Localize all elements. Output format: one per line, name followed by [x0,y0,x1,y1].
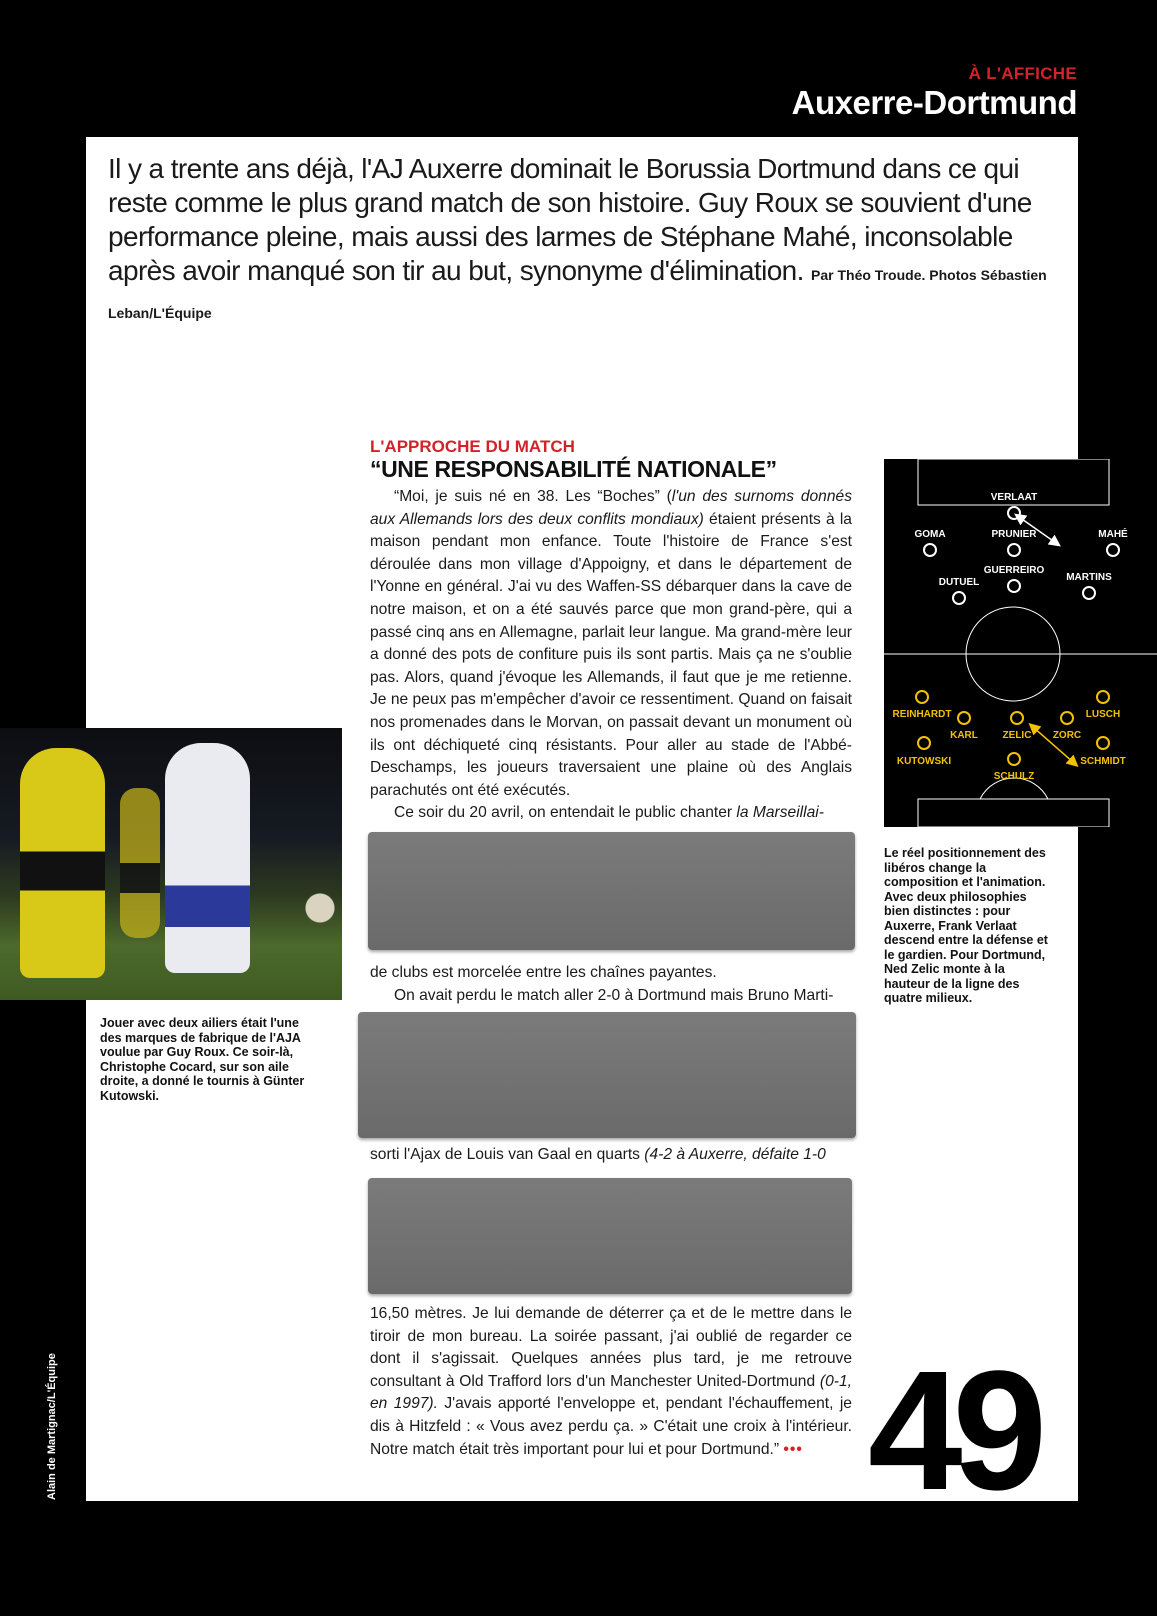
dortmund-player-marker [1097,737,1109,749]
text-run: sorti l'Ajax de Louis van Gaal en quarts [370,1146,645,1163]
dortmund-player-label: SCHMIDT [1080,756,1126,767]
dortmund-player-marker [1008,753,1020,765]
dortmund-player-marker [958,712,970,724]
auxerre-player-label: VERLAAT [990,492,1038,503]
diagram-caption: Le réel positionnement des libéros change la composition et l'animation. Avec deux philosophies bien distinctes : pour Auxerre, Frank Verlaat descend entre la défense et le gardien. Pour Dortmund, Ned Zelic monte à la hauteur de la ligne des quatre milieux. [884,846,1048,1005]
dortmund-player-label: LUSCH [1085,709,1121,720]
auxerre-player-marker [953,592,965,604]
redaction-block [368,832,855,950]
article-paragraph-3-start: On avait perdu le match aller 2-0 à Dortmund mais Bruno Marti- [394,987,834,1004]
auxerre-player-marker [1107,544,1119,556]
article-paragraph-2-start [370,802,852,825]
redaction-block [368,1178,852,1294]
auxerre-player-label: MAHÉ [1098,529,1128,540]
redaction-block [358,1012,856,1138]
auxerre-player-label: GOMA [914,529,946,540]
auxerre-player-marker [924,544,936,556]
dortmund-players [893,691,1126,782]
text-run-italic: l'un des surnoms donnés aux Allemands lors des deux conflits mondiaux) [370,488,852,528]
dortmund-player-marker [916,691,928,703]
dortmund-player-marker [1097,691,1109,703]
auxerre-player-label: MARTINS [1066,572,1112,583]
match-photo [0,728,342,1000]
auxerre-player-label: GUERREIRO [983,565,1045,576]
section-title: “UNE RESPONSABILITÉ NATIONALE” [370,456,777,482]
page-title: Auxerre-Dortmund [791,84,1077,121]
article-paragraph-4 [370,1303,852,1461]
auxerre-player-label: PRUNIER [991,529,1037,540]
lineup-diagram [884,459,1157,827]
text-run-italic: la Marseillai- [736,804,824,821]
photo-caption: Jouer avec deux ailiers était l'une des marques de fabrique de l'AJA voulue par Guy Roux. Ce soir-là, Christophe Cocard, sur son aile droite, a donné le tournis à Günter Kutowski. [100,1016,305,1103]
article-paragraph-3-end [370,1144,852,1167]
text-run: 16,50 mètres. Je lui demande de déterrer ça et de le mettre dans le tiroir de mon bureau. La soirée passant, j'ai oublié de regarder ce dont il s'agissait. Quelques années plus tard, je me retrouve consultant à Old Trafford lors d'un Manchester United-Dortmund [370,1305,852,1390]
article-paragraph-1 [370,486,852,802]
page-number: 49 [868,1336,1038,1526]
page-kicker: À L'AFFICHE [968,64,1077,83]
dortmund-player-label: KARL [950,730,978,741]
auxerre-player-label: DUTUEL [938,577,980,588]
dortmund-player-label: ZORC [1052,730,1082,741]
end-mark: ••• [783,1440,803,1458]
player-silhouette [165,743,250,973]
dortmund-player-marker [1011,712,1023,724]
player-silhouette [120,788,160,938]
auxerre-players [914,492,1128,604]
text-run: “Moi, je suis né en 38. Les “Boches” ( [394,488,672,505]
text-run-italic: (4-2 à Auxerre, défaite 1-0 [644,1146,826,1163]
dortmund-player-label: KUTOWSKI [896,756,952,767]
photo-credit: Par Théo Troude. Photos Sébastien Leban/L'Équipe [108,267,1047,321]
auxerre-player-marker [1083,587,1095,599]
text-run: J'avais apporté l'enveloppe et, pendant l'échauffement, je dis à Hitzfeld : « Vous avez perdu ça. » C'était une croix à l'intérieur. Notre match était très important pour lui et pour Dortmund.” [370,1395,852,1458]
dortmund-player-marker [918,737,930,749]
section-kicker: L'APPROCHE DU MATCH [370,437,575,456]
side-photo-credit: Alain de Martignac/L'Équipe [46,1353,58,1500]
auxerre-player-marker [1008,580,1020,592]
article-paragraph-2-end: de clubs est morcelée entre les chaînes payantes. [370,964,717,981]
dortmund-player-marker [1061,712,1073,724]
text-run-italic: (0-1, en 1997). [370,1372,852,1413]
player-silhouette [20,748,105,978]
text-run: Ce soir du 20 avril, on entendait le public chanter [394,804,737,821]
dortmund-player-label: REINHARDT [892,709,952,720]
intro-paragraph [108,152,1058,330]
auxerre-player-marker [1008,507,1020,519]
dortmund-player-label: ZELIC [1002,730,1032,741]
intro-text: Il y a trente ans déjà, l'AJ Auxerre dominait le Borussia Dortmund dans ce qui reste comme le plus grand match de son histoire. Guy Roux se souvient d'une performance pleine, mais aussi des larmes de Stéphane Mahé, inconsolable après avoir manqué son tir au but, synonyme d'élimination. [108,153,1032,286]
auxerre-player-marker [1008,544,1020,556]
text-run: étaient présents à la maison pendant mon enfance. Toute l'histoire de France s'est déroulée dans mon village d'Appoigny, et dans le département de l'Yonne en général. J'ai vu des Waffen-SS débarquer dans la cave de notre maison, et on a été sauvés parce que mon grand-père, qui a passé cinq ans en Allemagne, parlait leur langue. Ma grand-mère leur a donné des pots de confiture puis ils sont partis. Mais ça ne s'oublie pas. Alors, quand j'évoque les Allemands, il faut que je me retienne. Je ne peux pas m'empêcher d'avoir ce ressentiment. Quand on faisait nos promenades dans le Morvan, on passait devant un monument où ils ont déchiqueté cinq résistants. Pour aller au stade de l'Abbé-Deschamps, les joueurs traversaient une plaine où des Anglais parachutés ont été exécutés. [370,510,852,799]
dortmund-player-label: SCHULZ [993,771,1035,782]
